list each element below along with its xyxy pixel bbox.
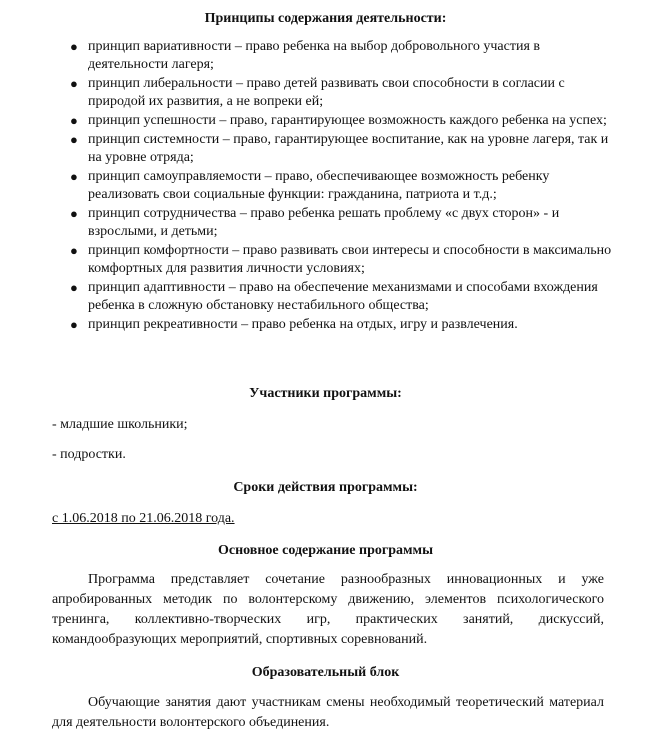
principle-text: принцип рекреативности – право ребенка на отдых, игру и развлечения.: [88, 317, 518, 332]
duration-heading: Сроки действия программы:: [233, 480, 418, 495]
principle-text: принцип самоуправляемости – право, обеспечивающее возможность ребенку реализовать свои социальные функции: гражданина, патриота и т.д.;: [88, 169, 550, 202]
participant-item: - младшие школьники;: [52, 417, 188, 432]
bullet-icon: ●: [70, 317, 78, 332]
duration-dates: с 1.06.2018 по 21.06.2018 года.: [52, 511, 235, 526]
list-item: [56, 75, 616, 111]
list-item: [56, 205, 616, 241]
principle-text: принцип адаптивности – право на обеспечение механизмами и способами вхождения ребенка в сложную обстановку нестабильного общества;: [88, 280, 598, 313]
principle-text: принцип сотрудничества – право ребенка решать проблему «с двух сторон» - и взрослыми, и детьми;: [88, 206, 560, 239]
participant-item: - подростки.: [52, 447, 126, 462]
list-item: [56, 38, 616, 74]
list-item: [56, 279, 616, 315]
education-paragraph-text: Обучающие занятия дают участникам смены необходимый теоретический материал для деятельности волонтерского объединения.: [52, 695, 604, 730]
list-item: [56, 131, 616, 167]
principles-heading: Принципы содержания деятельности:: [204, 11, 447, 26]
bullet-icon: ●: [70, 206, 78, 221]
content-paragraph: [52, 570, 604, 650]
education-heading: Образовательный блок: [251, 665, 400, 680]
list-item: [56, 242, 616, 278]
bullet-icon: ●: [70, 76, 78, 91]
content-paragraph-text: Программа представляет сочетание разнообразных инновационных и уже апробированных методик по волонтерскому движению, элементов психологического тренинга, коллективно-творческих игр, практических занятий, дискуссий, командообразующих мероприятий, спортивных соревнований.: [52, 572, 604, 647]
bullet-icon: ●: [70, 132, 78, 147]
principle-text: принцип успешности – право, гарантирующее возможность каждого ребенка на успех;: [88, 113, 607, 128]
list-item: [56, 112, 616, 130]
list-item: [56, 168, 616, 204]
principle-text: принцип системности – право, гарантирующее воспитание, как на уровне лагеря, так и на уровне отряда;: [88, 132, 609, 165]
principle-text: принцип либеральности – право детей развивать свои способности в согласии с природой их развития, а не вопреки ей;: [88, 76, 565, 109]
bullet-icon: ●: [70, 280, 78, 295]
bullet-icon: ●: [70, 169, 78, 184]
principle-text: принцип вариативности – право ребенка на выбор добровольного участия в деятельности лагеря;: [88, 39, 541, 72]
principles-list: [56, 38, 616, 335]
principle-text: принцип комфортности – право развивать свои интересы и способности в максимально комфортных для развития личности условиях;: [88, 243, 612, 276]
participants-heading: Участники программы:: [249, 386, 402, 401]
bullet-icon: ●: [70, 243, 78, 258]
bullet-icon: ●: [70, 113, 78, 128]
content-heading: Основное содержание программы: [217, 543, 434, 558]
bullet-icon: ●: [70, 39, 78, 54]
education-paragraph: [52, 693, 604, 733]
list-item: [56, 316, 616, 334]
